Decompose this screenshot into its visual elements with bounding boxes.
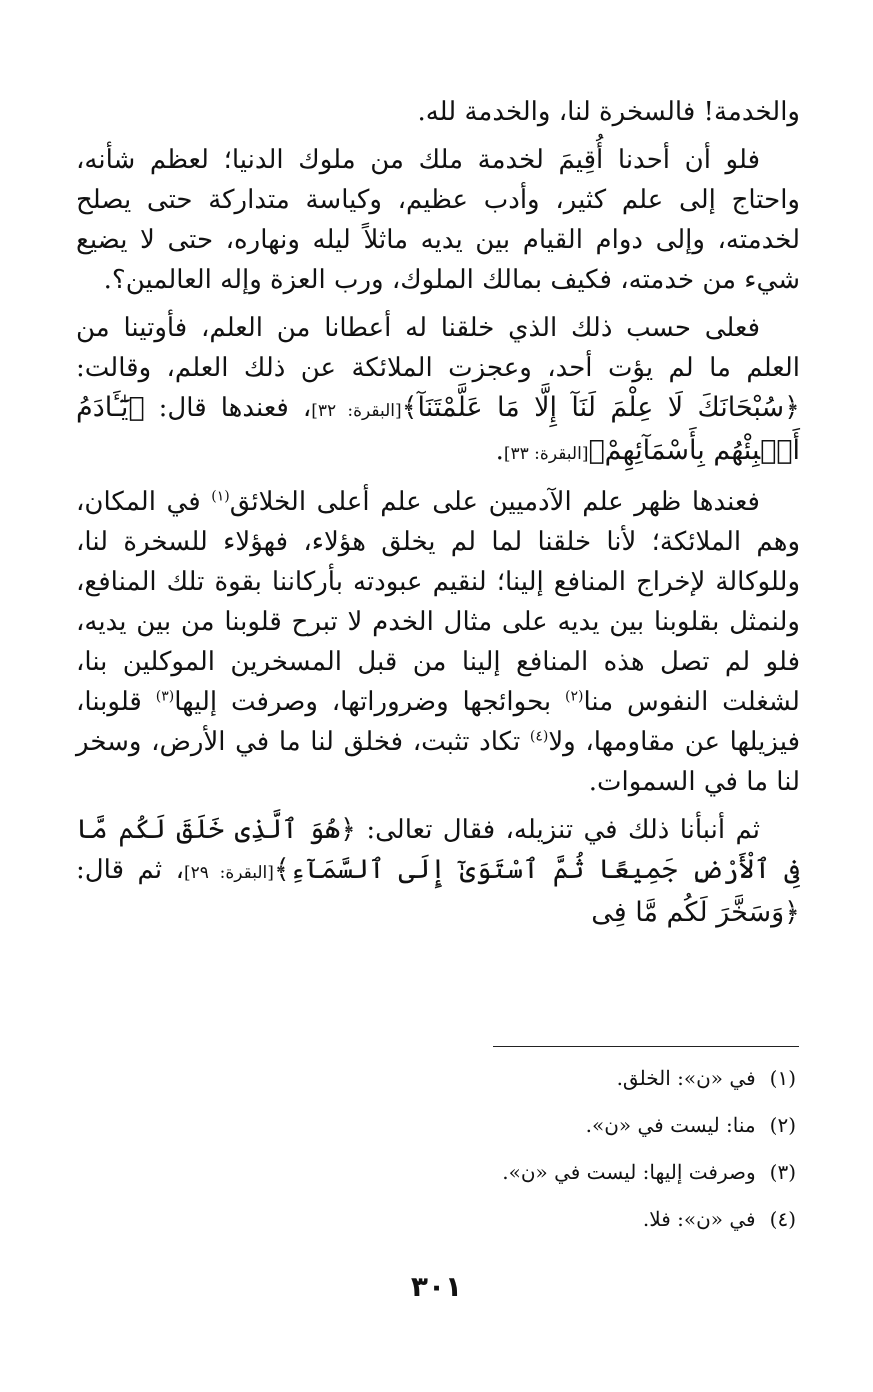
footnote-separator [493,1046,799,1047]
footnote-item [76,1066,800,1090]
verse-reference: [البقرة: ٣٣] [503,444,589,464]
footnote-text: منا: ليست في «ن». [585,1113,756,1137]
paragraph-0: والخدمة! فالسخرة لنا، والخدمة لله. [417,97,800,127]
footnote-number: (٤) [769,1207,796,1231]
quran-verse: ﴿سُبْحَانَكَ لَا عِلْمَ لَنَآ إِلَّا مَا عَلَّمْتَنَآ﴾ [401,392,800,423]
footnote-text: في «ن»: فلا. [642,1207,756,1231]
verse-reference: [البقرة: ٣٢] [311,401,402,421]
footnote-item [76,1160,800,1184]
footnote-text: وصرفت إليها: ليست في «ن». [502,1160,756,1184]
footnote-item [76,1113,800,1137]
page-body [76,92,800,941]
footnote-text: في «ن»: الخلق. [616,1066,756,1090]
text-segment: تكاد تثبت، فخلق لنا ما في الأرض، وسخر لنا ما في السموات. [76,727,800,797]
text-segment: ثم أنبأنا ذلك في تنزيله، فقال تعالى: [356,815,761,845]
paragraph-4 [76,810,800,933]
text-segment: قلوبنا، فيزيلها عن مقاومها، ولا [76,687,800,757]
footnote-number: (٢) [769,1113,796,1137]
text-segment: ، ثم قال: [76,855,185,885]
quran-verse: ﴿يَٰٓـَٔادَمُ أَنۢبِئْهُم بِأَسْمَآئِهِمْ﴾ [76,392,800,466]
footnote-marker[interactable]: (١) [211,488,230,505]
footnote-item [76,1207,800,1231]
page-number: ٣٠١ [410,1270,463,1303]
footnotes [76,1066,800,1254]
verse-reference: [البقرة: ٢٩] [184,863,274,883]
text-segment: فعندها ظهر علم الآدميين على علم أعلى الخلائق [229,487,760,517]
text-segment: ، فعندها قال: [144,393,312,423]
footnote-number: (١) [769,1066,796,1090]
footnote-number: (٣) [769,1160,796,1184]
footnote-marker[interactable]: (٢) [564,688,584,705]
quran-verse: ﴿هُوَ ٱلَّذِى خَلَقَ لَكُم مَّا فِى ٱلْأَرْضِ جَمِيعًا ثُمَّ ٱسْتَوَىٰٓ إِلَى ٱلسَّمَآءِ﴾ [76,814,801,885]
paragraph-1: فلو أن أحدنا أُقِيمَ لخدمة ملك من ملوك الدنيا؛ لعظم شأنه، واحتاج إلى علم كثير، وأدب عظيم، وكياسة متداركة حتى يصلح لخدمته، وإلى دوام القيام بين يديه ماثلاً ليله ونهاره، حتى لا يضيع شيء من خدمته، فكيف بمالك الملوك، ورب العزة وإله العالمين؟. [76,145,800,295]
footnote-marker[interactable]: (٤) [529,728,549,745]
footnote-marker[interactable]: (٣) [155,688,175,705]
paragraph-3 [76,482,800,802]
text-segment: في المكان، وهم الملائكة؛ لأنا خلقنا لما لم يخلق هؤلاء، فهؤلاء للسخرة لنا، وللوكالة لإخراج المنافع إلينا؛ لنقيم عبودته بأركاننا بقوة تلك المنافع، ولنمثل بقلوبنا بين يديه على مثال الخدم لا تبرح قلوبنا من بين يديه، فلو لم تصل هذه المنافع إلينا من قبل المسخرين الموكلين بنا، لشغلت النفوس منا [76,487,800,717]
text-segment: بحوائجها وضروراتها، وصرفت إليها [174,687,565,717]
text-segment: . [495,436,504,466]
quran-verse: ﴿وَسَخَّرَ لَكُم مَّا فِى [591,897,800,928]
text-segment: فعلى حسب ذلك الذي خلقنا له أعطانا من العلم، فأوتينا من العلم ما لم يؤت أحد، وعجزت الملائكة عن ذلك العلم، وقالت: [76,313,800,383]
paragraph-2 [76,308,800,474]
